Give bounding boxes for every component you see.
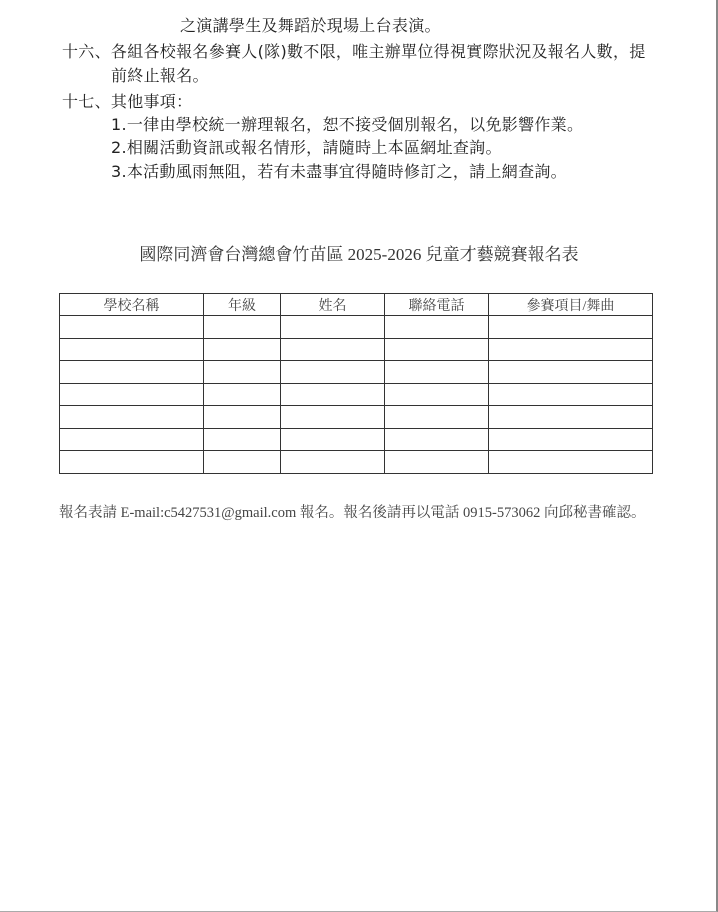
col-phone: 聯絡電話 [385, 294, 489, 316]
text-line: 之演講學生及舞蹈於現場上台表演。 [180, 16, 441, 35]
table-cell [281, 316, 385, 339]
table-cell [281, 383, 385, 406]
table-cell [489, 406, 653, 429]
table-cell [385, 428, 489, 451]
col-name: 姓名 [281, 294, 385, 316]
table-row [60, 451, 653, 474]
table-cell [489, 383, 653, 406]
table-row [60, 316, 653, 339]
form-title: 國際同濟會台灣總會竹苗區 2025-2026 兒童才藝競賽報名表 [139, 245, 579, 264]
table-cell [489, 361, 653, 384]
table-cell [60, 383, 204, 406]
table-cell [204, 406, 281, 429]
col-school-name: 學校名稱 [60, 294, 204, 316]
rule-17-item-2: 2.相關活動資訊或報名情形，請隨時上本區網址查詢。 [111, 138, 502, 157]
table-cell [281, 361, 385, 384]
registration-table [59, 293, 653, 474]
table-row [60, 383, 653, 406]
table-cell [60, 338, 204, 361]
rule-17-item-1: 1.一律由學校統一辦理報名，恕不接受個別報名，以免影響作業。 [111, 115, 584, 134]
table-cell [60, 361, 204, 384]
table-cell [385, 338, 489, 361]
table-cell [204, 428, 281, 451]
table-cell [281, 451, 385, 474]
table-cell [60, 428, 204, 451]
table-cell [204, 361, 281, 384]
table-cell [385, 406, 489, 429]
table-cell [489, 316, 653, 339]
table-cell [385, 361, 489, 384]
table-cell [281, 338, 385, 361]
table-cell [204, 316, 281, 339]
table-cell [60, 451, 204, 474]
rule-17-item-3: 3.本活動風雨無阻，若有未盡事宜得隨時修訂之，請上網查詢。 [111, 162, 567, 181]
table-cell [385, 316, 489, 339]
table-header-row [60, 294, 653, 316]
table-row [60, 338, 653, 361]
footer-note: 報名表請 E-mail:c5427531@gmail.com 報名。報名後請再以電話 0915-573062 向邱秘書確認。 [59, 505, 646, 521]
table-cell [385, 451, 489, 474]
table-cell [489, 428, 653, 451]
rule-17-heading: 十七、其他事項： [62, 92, 193, 111]
col-entry-item: 參賽項目/舞曲 [489, 294, 653, 316]
table-cell [204, 383, 281, 406]
table-cell [385, 383, 489, 406]
rule-16-line-1: 十六、各組各校報名參賽人(隊)數不限，唯主辦單位得視實際狀況及報名人數，提 [62, 42, 646, 61]
table-row [60, 406, 653, 429]
table-cell [281, 428, 385, 451]
table-cell [489, 338, 653, 361]
table-cell [204, 451, 281, 474]
table-row [60, 361, 653, 384]
table-cell [489, 451, 653, 474]
rule-16-line-2: 前終止報名。 [111, 66, 209, 85]
table-cell [281, 406, 385, 429]
table-cell [204, 338, 281, 361]
table-cell [60, 406, 204, 429]
table-cell [60, 316, 204, 339]
col-grade: 年級 [204, 294, 281, 316]
table-row [60, 428, 653, 451]
